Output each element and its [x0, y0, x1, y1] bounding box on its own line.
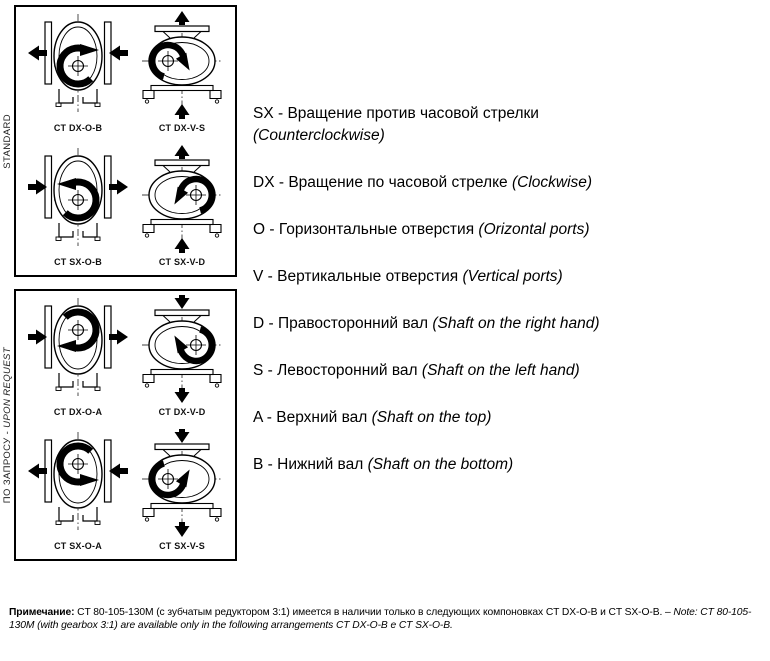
mounting-foot: [59, 89, 73, 103]
legend-item-b: B - Нижний вал (Shaft on the bottom): [253, 456, 514, 473]
port-flange-top: [155, 26, 209, 32]
legend-text-ru: Верхний вал: [276, 409, 368, 426]
diagram-label: CT SX-V-D: [158, 257, 206, 267]
footnote: [9, 606, 766, 632]
mounting-foot: [59, 507, 73, 521]
legend-text-en: (Orizontal ports): [478, 221, 590, 238]
mounting-foot: [83, 373, 97, 387]
mounting-foot: [143, 509, 154, 517]
pump-drawing: [26, 427, 130, 539]
flow-arrow-left: [109, 464, 128, 479]
flow-arrow-right: [28, 330, 47, 345]
mounting-foot: [83, 507, 97, 521]
diagram-label: CT SX-O-A: [54, 541, 102, 551]
port-flange-top: [155, 310, 209, 316]
flow-arrow-up: [175, 238, 190, 253]
mounting-foot: [143, 91, 154, 99]
flow-arrow-up: [175, 104, 190, 119]
base-plate: [151, 370, 213, 375]
diagram-label: CT SX-O-B: [54, 257, 102, 267]
legend-text-en: (Shaft on the bottom): [367, 456, 514, 473]
base-plate: [151, 86, 213, 91]
mounting-foot: [210, 509, 221, 517]
standard-label-text: STANDARD: [1, 113, 13, 169]
base-plate: [151, 220, 213, 225]
mounting-foot: [210, 375, 221, 383]
footnote-text-en: Note: CT 80-105-130M (with gearbox 3:1) are available only in the following arrangements CT DX-O-B e CT SX-O-B.: [9, 607, 752, 631]
legend-item-dx: DX - Вращение по часовой стрелке (Clockwise): [253, 174, 593, 191]
flow-arrow-left: [28, 464, 47, 479]
legend-text-ru: Горизонтальные отверстия: [278, 221, 475, 238]
pump-drawing: [130, 293, 234, 405]
flow-arrow-down: [175, 295, 190, 309]
mounting-foot: [210, 225, 221, 233]
legend-item-v: V - Вертикальные отверстия (Vertical ports): [253, 268, 563, 285]
legend-text-en: (Clockwise): [511, 174, 593, 191]
legend-code: O: [253, 221, 266, 238]
legend-text-ru: Вращение по часовой стрелке: [288, 174, 508, 191]
flow-arrow-down: [175, 429, 190, 443]
legend-text-ru: Правосторонний вал: [277, 315, 429, 332]
pump-diagram-ct-dx-v-s: [130, 9, 234, 137]
mounting-foot: [143, 375, 154, 383]
upon-request-label-text: ПО ЗАПРОСУ -: [1, 427, 13, 504]
flow-arrow-left: [28, 46, 47, 61]
port-flange-top: [155, 444, 209, 450]
legend: [253, 103, 765, 501]
legend-code: SX: [253, 105, 274, 122]
pump-drawing: [26, 143, 130, 255]
pump-diagram-ct-sx-o-b: [26, 143, 130, 271]
diagram-label: CT DX-O-B: [53, 123, 103, 133]
legend-code: A: [253, 409, 263, 426]
legend-text-en: (Shaft on the top): [371, 409, 492, 426]
legend-text-en: (Shaft on the right hand): [432, 315, 600, 332]
diagram-label: CT DX-V-S: [158, 123, 206, 133]
pump-diagram-ct-dx-o-a: [26, 293, 130, 421]
base-plate: [151, 504, 213, 509]
flow-arrow-down: [175, 522, 190, 537]
upon-request-label-italic: UPON REQUEST: [1, 346, 13, 428]
upon-request-side-label: [0, 289, 14, 561]
standard-arrangements-box: [14, 5, 237, 277]
flow-arrow-up: [175, 11, 190, 25]
footnote-text-ru: CT 80-105-130M (с зубчатым редуктором 3:1) имеется в наличии только в следующих компоновках CT DX-O-B и CT SX-O-B. –: [74, 607, 674, 618]
pump-drawing: [130, 9, 234, 121]
legend-item-s: S - Левосторонний вал (Shaft on the left hand): [253, 362, 580, 379]
pump-diagram-ct-sx-v-d: [130, 143, 234, 271]
legend-text-ru: Вертикальные отверстия: [277, 268, 459, 285]
legend-text-en: (Vertical ports): [462, 268, 563, 285]
port-flange-top: [155, 160, 209, 166]
footnote-label: Примечание:: [9, 607, 75, 618]
legend-text-ru: Левосторонний вал: [277, 362, 418, 379]
flow-arrow-down: [175, 388, 190, 403]
legend-code: D: [253, 315, 265, 332]
legend-code: V: [253, 268, 264, 285]
legend-text-ru: Вращение против часовой стрелки: [287, 105, 539, 122]
legend-item-d: D - Правосторонний вал (Shaft on the right hand): [253, 315, 600, 332]
standard-side-label: [0, 5, 14, 277]
flow-arrow-right: [28, 180, 47, 195]
pump-drawing: [26, 9, 130, 121]
legend-text-en: (Shaft on the left hand): [421, 362, 580, 379]
legend-item-sx: SX - Вращение против часовой стрелки (Counterclockwise): [253, 105, 539, 144]
mounting-foot: [143, 225, 154, 233]
mounting-foot: [59, 223, 73, 237]
flow-arrow-up: [175, 145, 190, 159]
diagram-label: CT DX-O-A: [53, 407, 103, 417]
mounting-foot: [210, 91, 221, 99]
pump-diagram-ct-sx-o-a: [26, 427, 130, 555]
pump-diagram-ct-sx-v-s: [130, 427, 234, 555]
flow-arrow-right: [109, 330, 128, 345]
pump-diagram-ct-dx-o-b: [26, 9, 130, 137]
legend-item-o: O - Горизонтальные отверстия (Orizontal ports): [253, 221, 590, 238]
diagram-label: CT SX-V-S: [159, 541, 205, 551]
flow-arrow-left: [109, 46, 128, 61]
pump-drawing: [26, 293, 130, 405]
flow-arrow-right: [109, 180, 128, 195]
legend-code: S: [253, 362, 264, 379]
legend-text-en: (Counterclockwise): [253, 127, 385, 144]
mounting-foot: [83, 89, 97, 103]
legend-code: B: [253, 456, 264, 473]
upon-request-arrangements-box: [14, 289, 237, 561]
mounting-foot: [59, 373, 73, 387]
mounting-foot: [83, 223, 97, 237]
legend-item-a: A - Верхний вал (Shaft on the top): [253, 409, 492, 426]
diagram-label: CT DX-V-D: [158, 407, 206, 417]
legend-code: DX: [253, 174, 275, 191]
pump-drawing: [130, 427, 234, 539]
pump-diagram-ct-dx-v-d: [130, 293, 234, 421]
legend-text-ru: Нижний вал: [277, 456, 364, 473]
pump-drawing: [130, 143, 234, 255]
